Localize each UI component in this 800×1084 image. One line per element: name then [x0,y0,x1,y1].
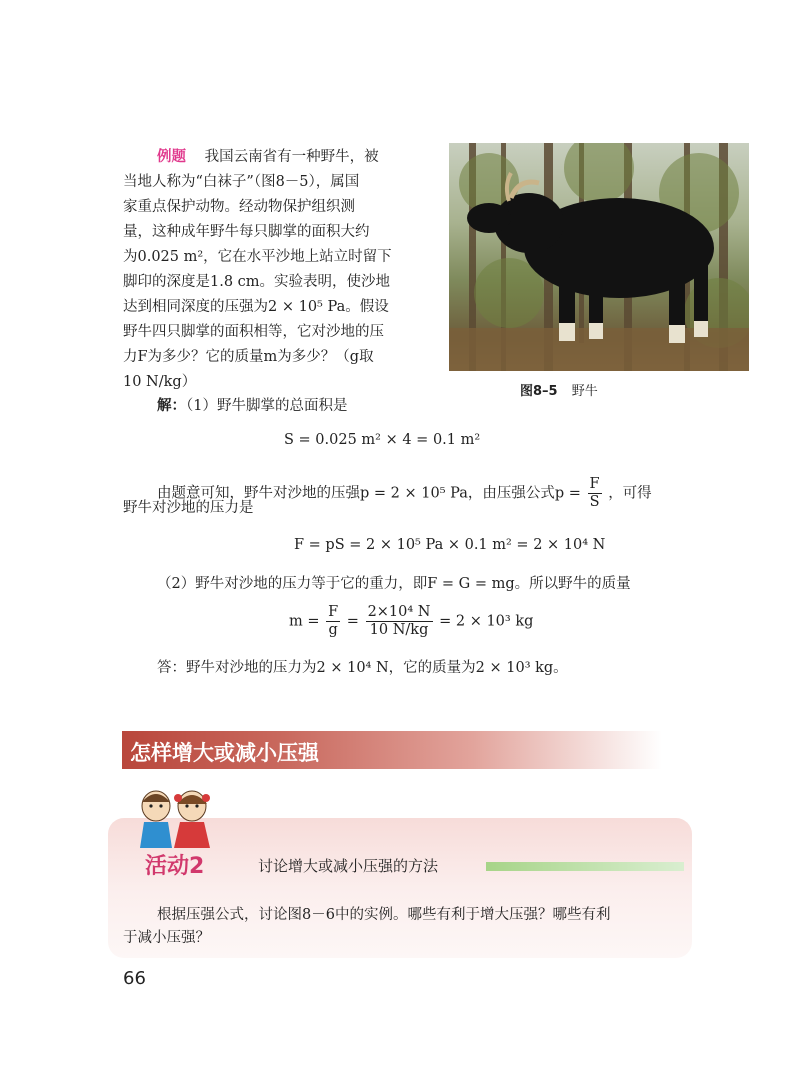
pressure-formula-fraction [588,476,602,511]
example-text: 我国云南省有一种野牛，被 [204,149,379,165]
fraction-denominator: 10 N/kg [369,622,429,638]
solution-text3: 野牛对沙地的压力是 [123,500,254,516]
example-first-line [157,147,379,167]
activity-title-bar [486,862,684,871]
eq3-rhs: = 2 × 10³ kg [439,613,534,630]
wild-ox-photo [449,143,749,371]
caption-text: 野牛 [571,384,598,399]
solution-part1-text: （1）野牛脚掌的总面积是 [186,398,348,414]
activity-subtitle: 讨论增大或减小压强的方法 [258,857,439,875]
example-label: 例题 [157,149,186,165]
fraction-numerator: F [328,604,339,620]
solution-text2a: 由题意可知，野牛对沙地的压强p = 2 × 10⁵ Pa，由压强公式p = [157,485,581,502]
example-line: 量，这种成年野牛每只脚掌的面积大约 [123,224,370,240]
eq3-fraction-1 [326,604,340,639]
example-line: 力F为多少？它的质量m为多少？（g取 [123,349,374,365]
fraction-numerator: 2×10⁴ N [367,604,431,620]
page-number: 66 [123,968,146,989]
solution-part1 [157,396,347,416]
solution-part2: （2）野牛对沙地的压力等于它的重力，即F = G = mg。所以野牛的质量 [157,576,631,592]
fraction-numerator: F [589,476,600,492]
solution-answer: 答：野牛对沙地的压力为2 × 10⁴ N，它的质量为2 × 10³ kg。 [157,660,568,676]
equation-mass: m = $\frac{F}{g}$ = $\frac{\text{2×10⁴ N}}{10 N/kg}$ = 2 × 10³ kg [289,604,534,638]
caption-number: 图8–5 [520,384,558,399]
figure-caption [520,380,598,399]
solution-label: 解： [157,398,186,414]
fraction-denominator: S [589,494,600,510]
eq3-lhs: m = [289,613,320,630]
example-line: 当地人称为“白袜子”（图8－5），属国 [123,174,360,190]
equation-force: F = pS = 2 × 10⁵ Pa × 0.1 m² = 2 × 10⁴ N [294,537,606,553]
solution-text2b: ，可得 [608,485,652,502]
activity-title: 活动2 [145,854,205,879]
example-line: 野牛四只脚掌的面积相等，它对沙地的压 [123,324,384,340]
cartoon-kids-icon [132,786,222,852]
example-line: 家重点保护动物。经动物保护组织测 [123,199,355,215]
equation-area: S = 0.025 m² × 4 = 0.1 m² [284,432,481,448]
example-line: 达到相同深度的压强为2 × 10⁵ Pa。假设 [123,299,389,315]
example-line: 脚印的深度是1.8 cm。实验表明，使沙地 [123,274,391,290]
section-title: 怎样增大或减小压强 [130,741,319,765]
activity-text-line: 根据压强公式，讨论图8－6中的实例。哪些有利于增大压强？哪些有利 [157,907,611,923]
example-line: 10 N/kg） [123,374,197,390]
example-line: 为0.025 m²，它在水平沙地上站立时留下 [123,249,392,265]
eq3-fraction-2 [366,604,433,639]
fraction-denominator: g [328,622,338,638]
activity-text-line: 于减小压强？ [123,930,210,946]
